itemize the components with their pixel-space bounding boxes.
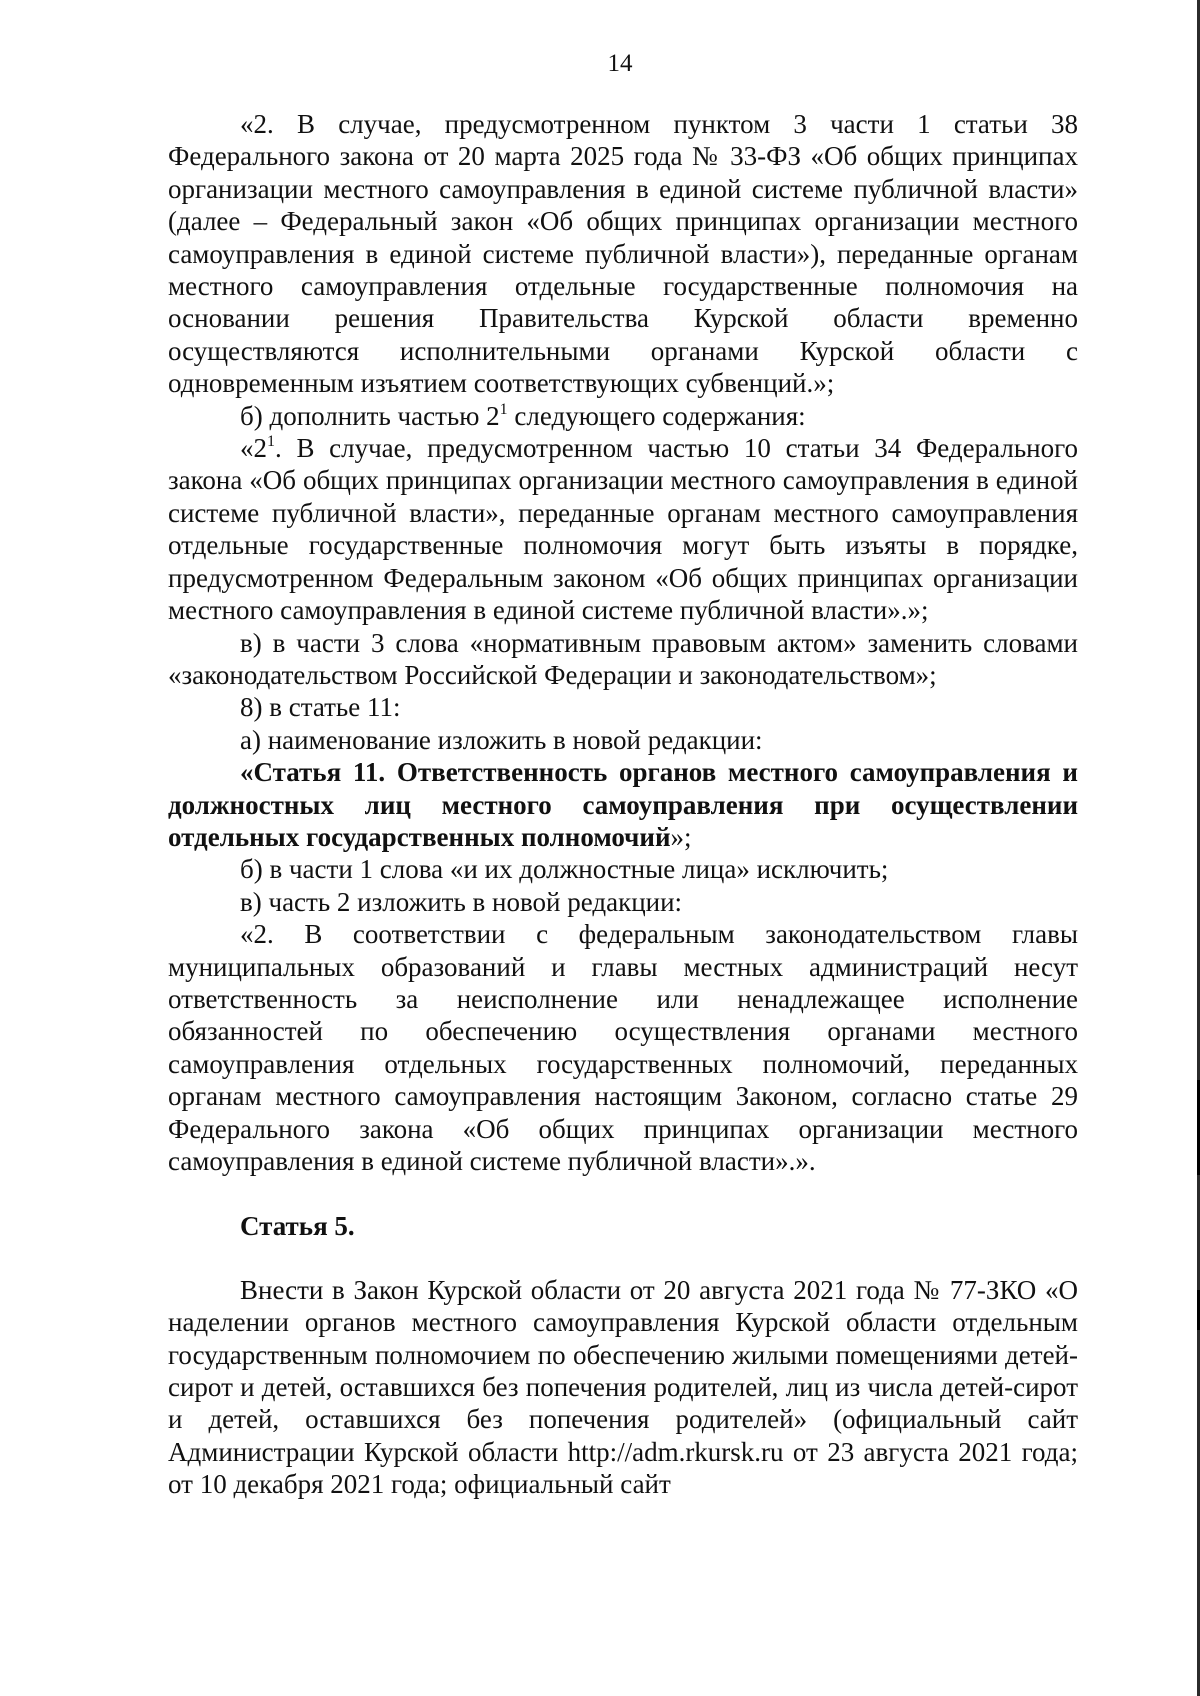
paragraph-quote-2-1 — [168, 432, 1078, 626]
page-number: 14 — [607, 50, 633, 77]
article-heading: Статья 5. — [240, 1211, 355, 1242]
text-run: . В случае, предусмотренном частью 10 статьи 34 Федерального закона «Об общих принципах организации местного самоуправления в единой системе публичной власти», переданные органам местного самоуправления отдельные государственные полномочия могут быть изъяты в порядке, предусмотренном Федеральным законом «Об общих принципах организации местного самоуправления в единой системе публичной власти».»; — [168, 433, 1078, 626]
text-run: «2 — [240, 433, 267, 464]
paragraph: 8) в статье 11: — [240, 692, 401, 723]
document-body — [168, 108, 1078, 1501]
paragraph-item-b — [168, 400, 1078, 432]
paragraph: «2. В соответствии с федеральным законодательством главы муниципальных образований и главы местных администраций несут ответственность за неисполнение или ненадлежащее исполнение обязанностей по обеспечению осуществления органами местного самоуправления отдельных государственных полномочий, переданных органам местного самоуправления настоящим Законом, согласно статье 29 Федерального закона «Об общих принципах организации местного самоуправления в единой системе публичной власти».». — [168, 919, 1078, 1176]
text-run: б) дополнить частью 2 — [240, 400, 500, 431]
text-run: »; — [670, 821, 692, 852]
paragraph: в) часть 2 изложить в новой редакции: — [240, 886, 683, 917]
paragraph: «2. В случае, предусмотренном пунктом 3 части 1 статьи 38 Федерального закона от 20 марта 2025 года № 33-ФЗ «Об общих принципах организации местного самоуправления в единой системе публичной власти» (далее – Федеральный закон «Об общих принципах организации местного самоуправления в единой системе публичной власти»), переданные органам местного самоуправления отдельные государственные полномочия на основании решения Правительства Курской области временно осуществляются исполнительными органами Курской области с одновременным изъятием соответствующих субвенций.»; — [168, 109, 1078, 399]
paragraph: а) наименование изложить в новой редакции: — [240, 724, 763, 755]
superscript: 1 — [267, 433, 275, 451]
paragraph: б) в части 1 слова «и их должностные лица» исключить; — [240, 854, 889, 885]
superscript: 1 — [499, 400, 508, 418]
text-run: следующего содержания: — [507, 400, 806, 431]
bold-title-text: «Статья 11. Ответственность органов местного самоуправления и должностных лиц местного самоуправления при осуществлении отдельных государственных полномочий — [168, 757, 1078, 852]
paragraph: в) в части 3 слова «нормативным правовым актом» заменить словами «законодательством Российской Федерации и законодательством»; — [168, 627, 1078, 690]
paragraph: Внести в Закон Курской области от 20 августа 2021 года № 77-ЗКО «О наделении органов местного самоуправления Курской области отдельным государственным полномочием по обеспечению жилыми помещениями детей-сирот и детей, оставшихся без попечения родителей, лиц из числа детей-сирот и детей, оставшихся без попечения родителей» (официальный сайт Администрации Курской области http://adm.rkursk.ru от 23 августа 2021 года; от 10 декабря 2021 года; официальный сайт — [168, 1274, 1078, 1500]
article-11-title — [168, 756, 1078, 853]
